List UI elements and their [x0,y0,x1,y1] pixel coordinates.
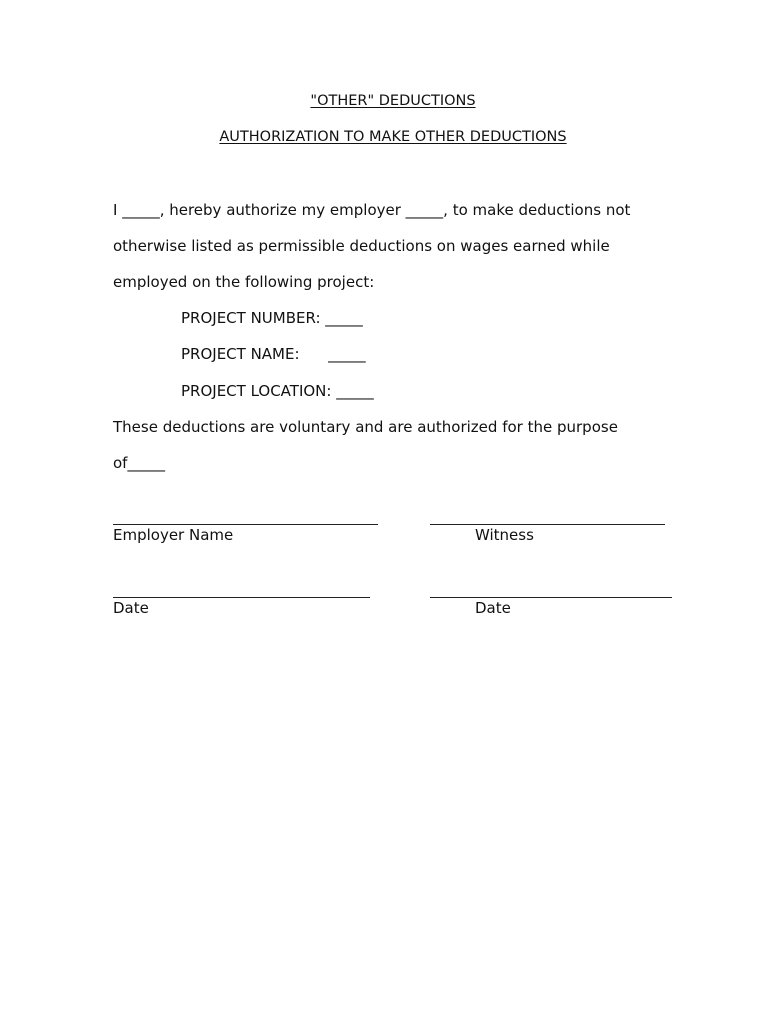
witness-label: Witness [475,526,534,544]
body-line-2: otherwise listed as permissible deductions on wages earned while [113,237,610,255]
project-name-line: PROJECT NAME: _____ [181,345,366,363]
date-right-label: Date [475,599,511,617]
body-line-4: These deductions are voluntary and are authorized for the purpose [113,418,618,436]
project-location-line: PROJECT LOCATION: _____ [181,382,374,400]
date-left-label: Date [113,599,149,617]
body-line-5: of_____ [113,454,165,472]
body-line-3: employed on the following project: [113,273,375,291]
date-left-signature-line [113,597,370,598]
employer-name-signature-line [113,524,378,525]
body-line-1: I _____, hereby authorize my employer _____, to make deductions not [113,201,631,219]
witness-signature-line [430,524,665,525]
employer-name-label: Employer Name [113,526,234,544]
document-subtitle: AUTHORIZATION TO MAKE OTHER DEDUCTIONS [219,129,567,145]
date-right-signature-line [430,597,672,598]
project-number-line: PROJECT NUMBER: _____ [181,309,363,327]
document-title: "OTHER" DEDUCTIONS [310,93,476,109]
